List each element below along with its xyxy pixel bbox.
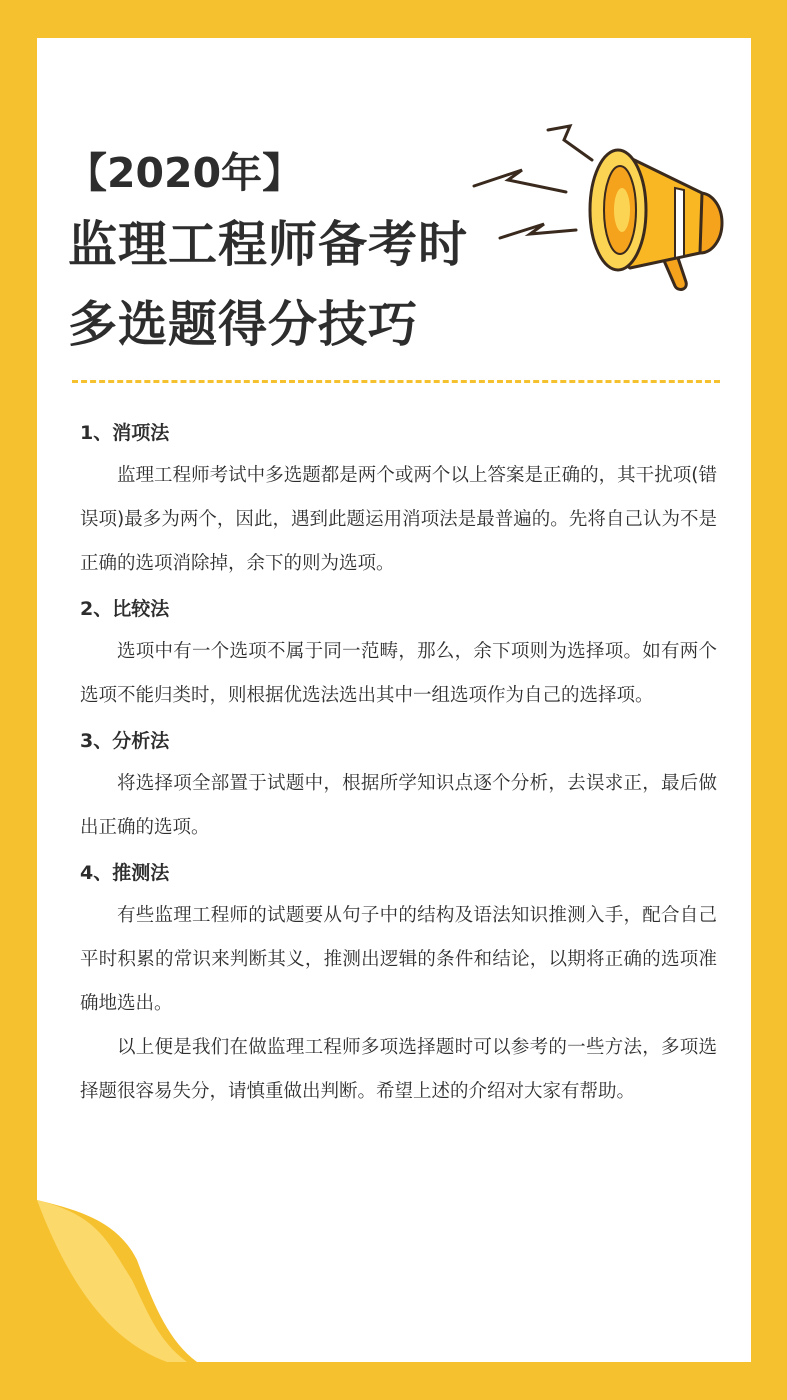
section-heading: 3、分析法 [80, 730, 170, 752]
page-title-line-1: 监理工程师备考时 [68, 216, 469, 273]
section-paragraph: 有些监理工程师的试题要从句子中的结构及语法知识推测入手，配合自己平时积累的常识来判断其义，推测出逻辑的条件和结论，以期将正确的选项准确地选出。 [80, 905, 717, 1014]
section-heading: 1、消项法 [80, 422, 170, 444]
dashed-divider [72, 380, 720, 383]
section-paragraph: 监理工程师考试中多选题都是两个或两个以上答案是正确的，其干扰项(错误项)最多为两个，因此，遇到此题运用消项法是最普遍的。先将自己认为不是正确的选项消除掉，余下的则为选项。 [80, 465, 717, 574]
section-heading: 4、推测法 [80, 862, 170, 884]
conclusion-paragraph: 以上便是我们在做监理工程师多项选择题时可以参考的一些方法，多项选择题很容易失分，请慎重做出判断。希望上述的介绍对大家有帮助。 [80, 1037, 717, 1102]
title-year: 【2020年】 [66, 149, 304, 197]
section-paragraph: 选项中有一个选项不属于同一范畴，那么，余下项则为选择项。如有两个选项不能归类时，则根据优选法选出其中一组选项作为自己的选择项。 [80, 641, 717, 706]
article-body [80, 414, 717, 1114]
page-curl [37, 1200, 197, 1362]
section-heading: 2、比较法 [80, 598, 170, 620]
section-paragraph: 将选择项全部置于试题中，根据所学知识点逐个分析，去误求正，最后做出正确的选项。 [80, 773, 717, 838]
megaphone-icon [470, 118, 730, 293]
page-title-line-2: 多选题得分技巧 [68, 296, 419, 353]
